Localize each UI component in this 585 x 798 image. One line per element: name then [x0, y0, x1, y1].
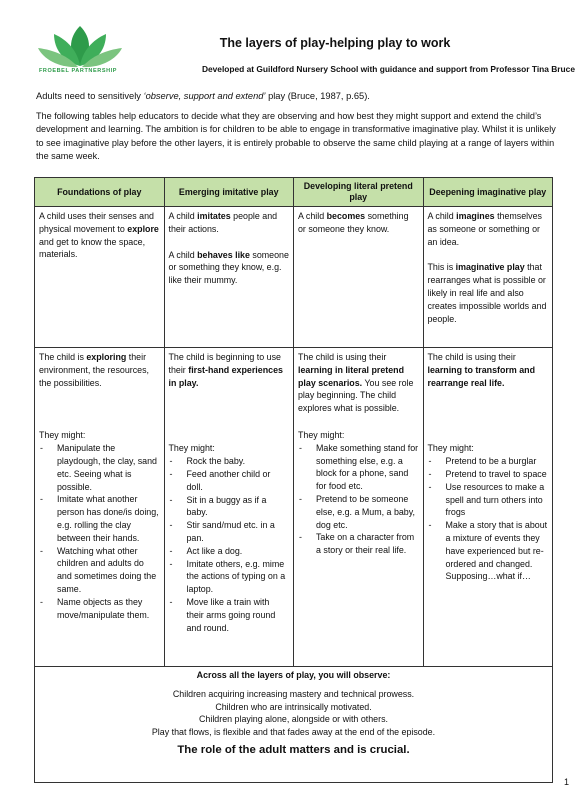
list-item: - Pretend to travel to space	[428, 468, 549, 481]
footer-line: Children acquiring increasing mastery and technical prowess.	[172, 688, 415, 699]
list-item: - Act like a dog.	[169, 545, 290, 558]
list-item: - Imitate what another person has done/is doing, e.g. rolling the clay between their hands.	[39, 493, 160, 544]
intro-paragraph: The following tables help educators to decide what they are observing and how best they might support and extend the child’s development and learning. The ambition is for children to be able to engage in transformative imaginative play. Whilst it is unlikely to see imaginative play before the other layers, it is entirely probable to observe the same child playing at a range of layers within the same week.	[36, 111, 556, 162]
footer-role-statement: The role of the adult matters and is crucial.	[177, 743, 410, 756]
footer-line: Children who are intrinsically motivated.	[215, 701, 372, 712]
footer-summary	[35, 667, 553, 783]
list-item: - Name objects as they move/manipulate them.	[39, 596, 160, 622]
list-item: - Manipulate the playdough, the clay, sand etc. Seeing what is possible.	[39, 442, 160, 493]
footer-line: Children playing alone, alongside or with others.	[199, 714, 388, 725]
header-foundations: Foundations of play	[35, 178, 165, 207]
header-deepening: Deepening imaginative play	[423, 178, 553, 207]
page-subtitle: Developed at Guildford Nursery School with guidance and support from Professor Tina Bruce	[201, 64, 575, 74]
might-list	[39, 442, 160, 621]
list-item: - Take on a character from a story or their real life.	[298, 531, 419, 557]
cell-deepening-definition: A child imagines themselves as someone or something or an idea. This is imaginative play that rearranges what is possible or likely in real life and also creates impossible worlds and people.	[423, 207, 553, 348]
cell-developing-behaviours: The child is using their learning in literal pretend play scenarios. You see role play beginning. The child explores what is possible. They might: - Make something stand for something else, e.g. a block for a phone, sand for food etc. - Pretend to be someone else, e.g. a Mum, a baby, dog etc. - Take on a character from a story or their real life.	[294, 348, 424, 667]
header-developing: Developing literal pretend play	[294, 178, 424, 207]
table-footer-row	[35, 667, 553, 783]
might-list	[428, 455, 549, 583]
table-row-definitions	[35, 207, 553, 348]
list-item: - Imitate others, e.g. mime the actions of typing on a laptop.	[169, 558, 290, 596]
list-item: - Use resources to make a spell and turn others into frogs	[428, 481, 549, 519]
might-label: They might:	[39, 430, 86, 441]
page-number: 1	[563, 777, 569, 787]
cell-emerging-behaviours: The child is beginning to use their first-hand experiences in play. They might: - Rock the baby. - Feed another child or doll. - Sit in a buggy as if a baby. - Stir sand/mud etc. in a pan. - Act like a dog. - Imitate others, e.g. mime the actions of typing on a laptop. - Move like a train with their arms going round and round.	[164, 348, 294, 667]
cell-foundations-definition: A child uses their senses and physical movement to explore and get to know the space, materials.	[35, 207, 165, 348]
list-item: - Sit in a buggy as if a baby.	[169, 494, 290, 520]
list-item: - Pretend to be someone else, e.g. a Mum, a baby, dog etc.	[298, 493, 419, 531]
list-item: - Watching what other children and adults do and sometimes doing the same.	[39, 545, 160, 596]
cell-deepening-behaviours: The child is using their learning to transform and rearrange real life. They might: - Pretend to be a burglar - Pretend to travel to space - Use resources to make a spell and turn others into frogs - Make a story that is about a mixture of events they have experienced but re-ordered and changed. Supposing…what if…	[423, 348, 553, 667]
footer-line: Play that flows, is flexible and that fades away at the end of the episode.	[151, 727, 436, 738]
list-item: - Move like a train with their arms going round and round.	[169, 596, 290, 634]
might-label: They might:	[427, 443, 474, 454]
cell-developing-definition: A child becomes something or someone they know.	[294, 207, 424, 348]
footer-heading: Across all the layers of play, you will observe:	[196, 670, 391, 680]
table-row-behaviours	[35, 348, 553, 667]
list-item: - Rock the baby.	[169, 455, 290, 468]
list-item: - Stir sand/mud etc. in a pan.	[169, 519, 290, 545]
might-label: They might:	[168, 443, 215, 454]
header-emerging: Emerging imitative play	[164, 178, 294, 207]
list-item: - Feed another child or doll.	[169, 468, 290, 494]
logo-text: FROEBEL PARTNERSHIP	[38, 68, 118, 74]
might-list	[298, 442, 419, 557]
page-title: The layers of play-helping play to work	[219, 36, 451, 50]
list-item: - Make a story that is about a mixture of events they have experienced but re-ordered and changed. Supposing…what if…	[428, 519, 549, 583]
list-item: - Pretend to be a burglar	[428, 455, 549, 468]
cell-emerging-definition: A child imitates people and their actions. A child behaves like someone or something they know, e.g. like their mummy.	[164, 207, 294, 348]
table-header-row	[35, 178, 553, 207]
layers-of-play-table	[34, 177, 553, 783]
list-item: - Make something stand for something else, e.g. a block for a phone, sand for food etc.	[298, 442, 419, 493]
cell-foundations-behaviours: The child is exploring their environment, the resources, the possibilities. They might: - Manipulate the playdough, the clay, sand etc. Seeing what is possible. - Imitate what another person has done/is doing, e.g. rolling the clay between their hands. - Watching what other children and adults do and sometimes doing the same. - Name objects as they move/manipulate them.	[35, 348, 165, 667]
intro-sentence: Adults need to sensitively ‘observe, support and extend’ play (Bruce, 1987, p.65).	[36, 91, 370, 101]
might-label: They might:	[298, 429, 345, 440]
might-list	[169, 455, 290, 634]
